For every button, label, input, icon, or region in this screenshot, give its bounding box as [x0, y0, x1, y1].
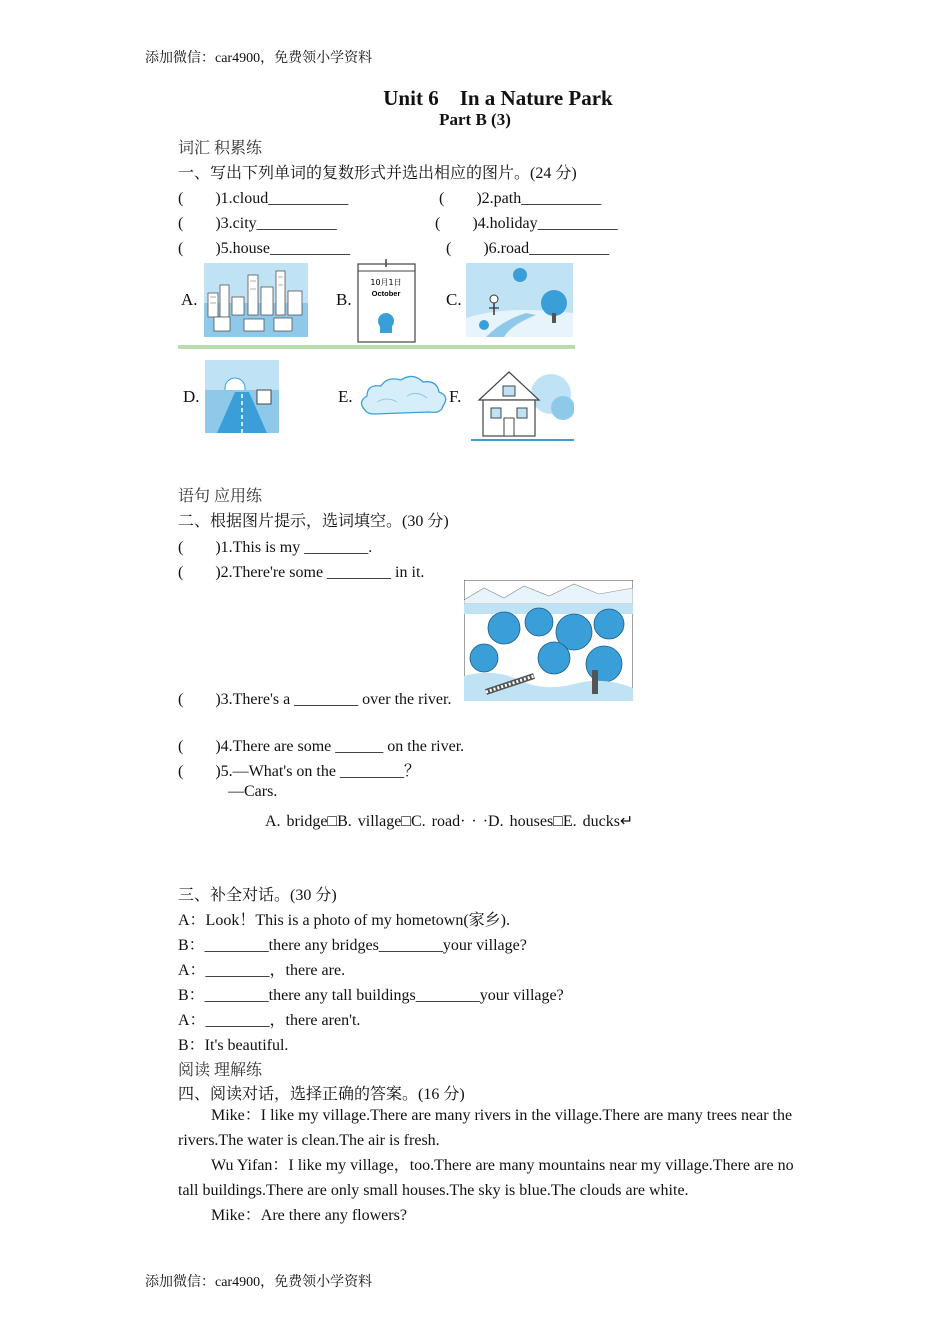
picture-label-b: B. [336, 290, 352, 309]
picture-label-e: E. [338, 387, 353, 406]
q1-item-5: ( )5.house__________ [178, 240, 350, 257]
q2-item-4: ( )4.There are some ______ on the river. [178, 738, 465, 755]
q3-line-6: B：It's beautiful. [178, 1037, 289, 1054]
q2-heading: 二、根据图片提示，选词填空。(30 分) [178, 513, 449, 530]
q4-paragraph-3: Mike：Are there any flowers? [211, 1207, 407, 1224]
q3-line-2: B：________there any bridges________your village? [178, 937, 527, 954]
q3-heading: 三、补全对话。(30 分) [178, 887, 337, 904]
q1-item-4: ( )4.holiday__________ [435, 215, 618, 232]
page-title: Unit 6 In a Nature Park [383, 86, 613, 110]
house-icon [471, 360, 574, 445]
q1-item-2: ( )2.path__________ [439, 190, 602, 207]
road-icon [205, 360, 279, 433]
q1-item-1: ( )1.cloud__________ [178, 190, 349, 207]
picture-label-f: F. [449, 387, 462, 406]
q4-paragraph-2: Wu Yifan：I like my village，too.There are many mountains near my village.There are no tall buildings.There are only small houses.The sky is blue.The clouds are white. [178, 1157, 794, 1199]
q2-item-5-answer: —Cars. [228, 783, 278, 800]
picture-label-a: A. [181, 290, 198, 309]
page-footer: 添加微信：car4900，免费领小学资料 [145, 1275, 373, 1290]
q2-item-3: ( )3.There's a ________ over the river. [178, 691, 452, 708]
calendar-date-text: 10月1日 [370, 278, 402, 287]
q3-line-3: A：________，there are. [178, 962, 346, 979]
picture-divider [178, 345, 575, 349]
q4-heading: 四、阅读对话，选择正确的答案。(16 分) [178, 1086, 465, 1103]
city-icon [204, 263, 308, 337]
q3-line-1: A：Look！This is a photo of my hometown(家乡). [178, 912, 510, 929]
q1-heading: 一、写出下列单词的复数形式并选出相应的图片。(24 分) [178, 165, 577, 182]
q3-line-5: A：________，there aren't. [178, 1012, 361, 1029]
path-icon [466, 263, 573, 337]
q1-item-3: ( )3.city__________ [178, 215, 337, 232]
calendar-icon [356, 259, 417, 344]
section-label-vocab: 词汇 积累练 [178, 140, 263, 157]
q2-item-2: ( )2.There're some ________ in it. [178, 564, 425, 581]
section-label-sentence: 语句 应用练 [178, 488, 263, 505]
q1-item-6: ( )6.road__________ [446, 240, 610, 257]
picture-label-d: D. [183, 387, 200, 406]
river-village-icon [464, 580, 633, 701]
cloud-icon [357, 372, 450, 418]
section-label-reading: 阅读 理解练 [178, 1062, 263, 1079]
q2-options: A. bridge□B. village□C. road· · ·D. houses□E. ducks↵ [265, 813, 634, 830]
page-subtitle: Part B (3) [439, 110, 511, 129]
calendar-month-text: October [371, 289, 401, 298]
q3-line-4: B：________there any tall buildings________your village? [178, 987, 564, 1004]
q4-paragraph-1: Mike：I like my village.There are many rivers in the village.There are many trees near the rivers.The water is clean.The air is fresh. [178, 1107, 793, 1149]
page-header: 添加微信：car4900，免费领小学资料 [145, 51, 373, 66]
q2-item-5: ( )5.—What's on the ________？ [178, 763, 420, 780]
picture-label-c: C. [446, 290, 462, 309]
q2-item-1: ( )1.This is my ________. [178, 539, 373, 556]
